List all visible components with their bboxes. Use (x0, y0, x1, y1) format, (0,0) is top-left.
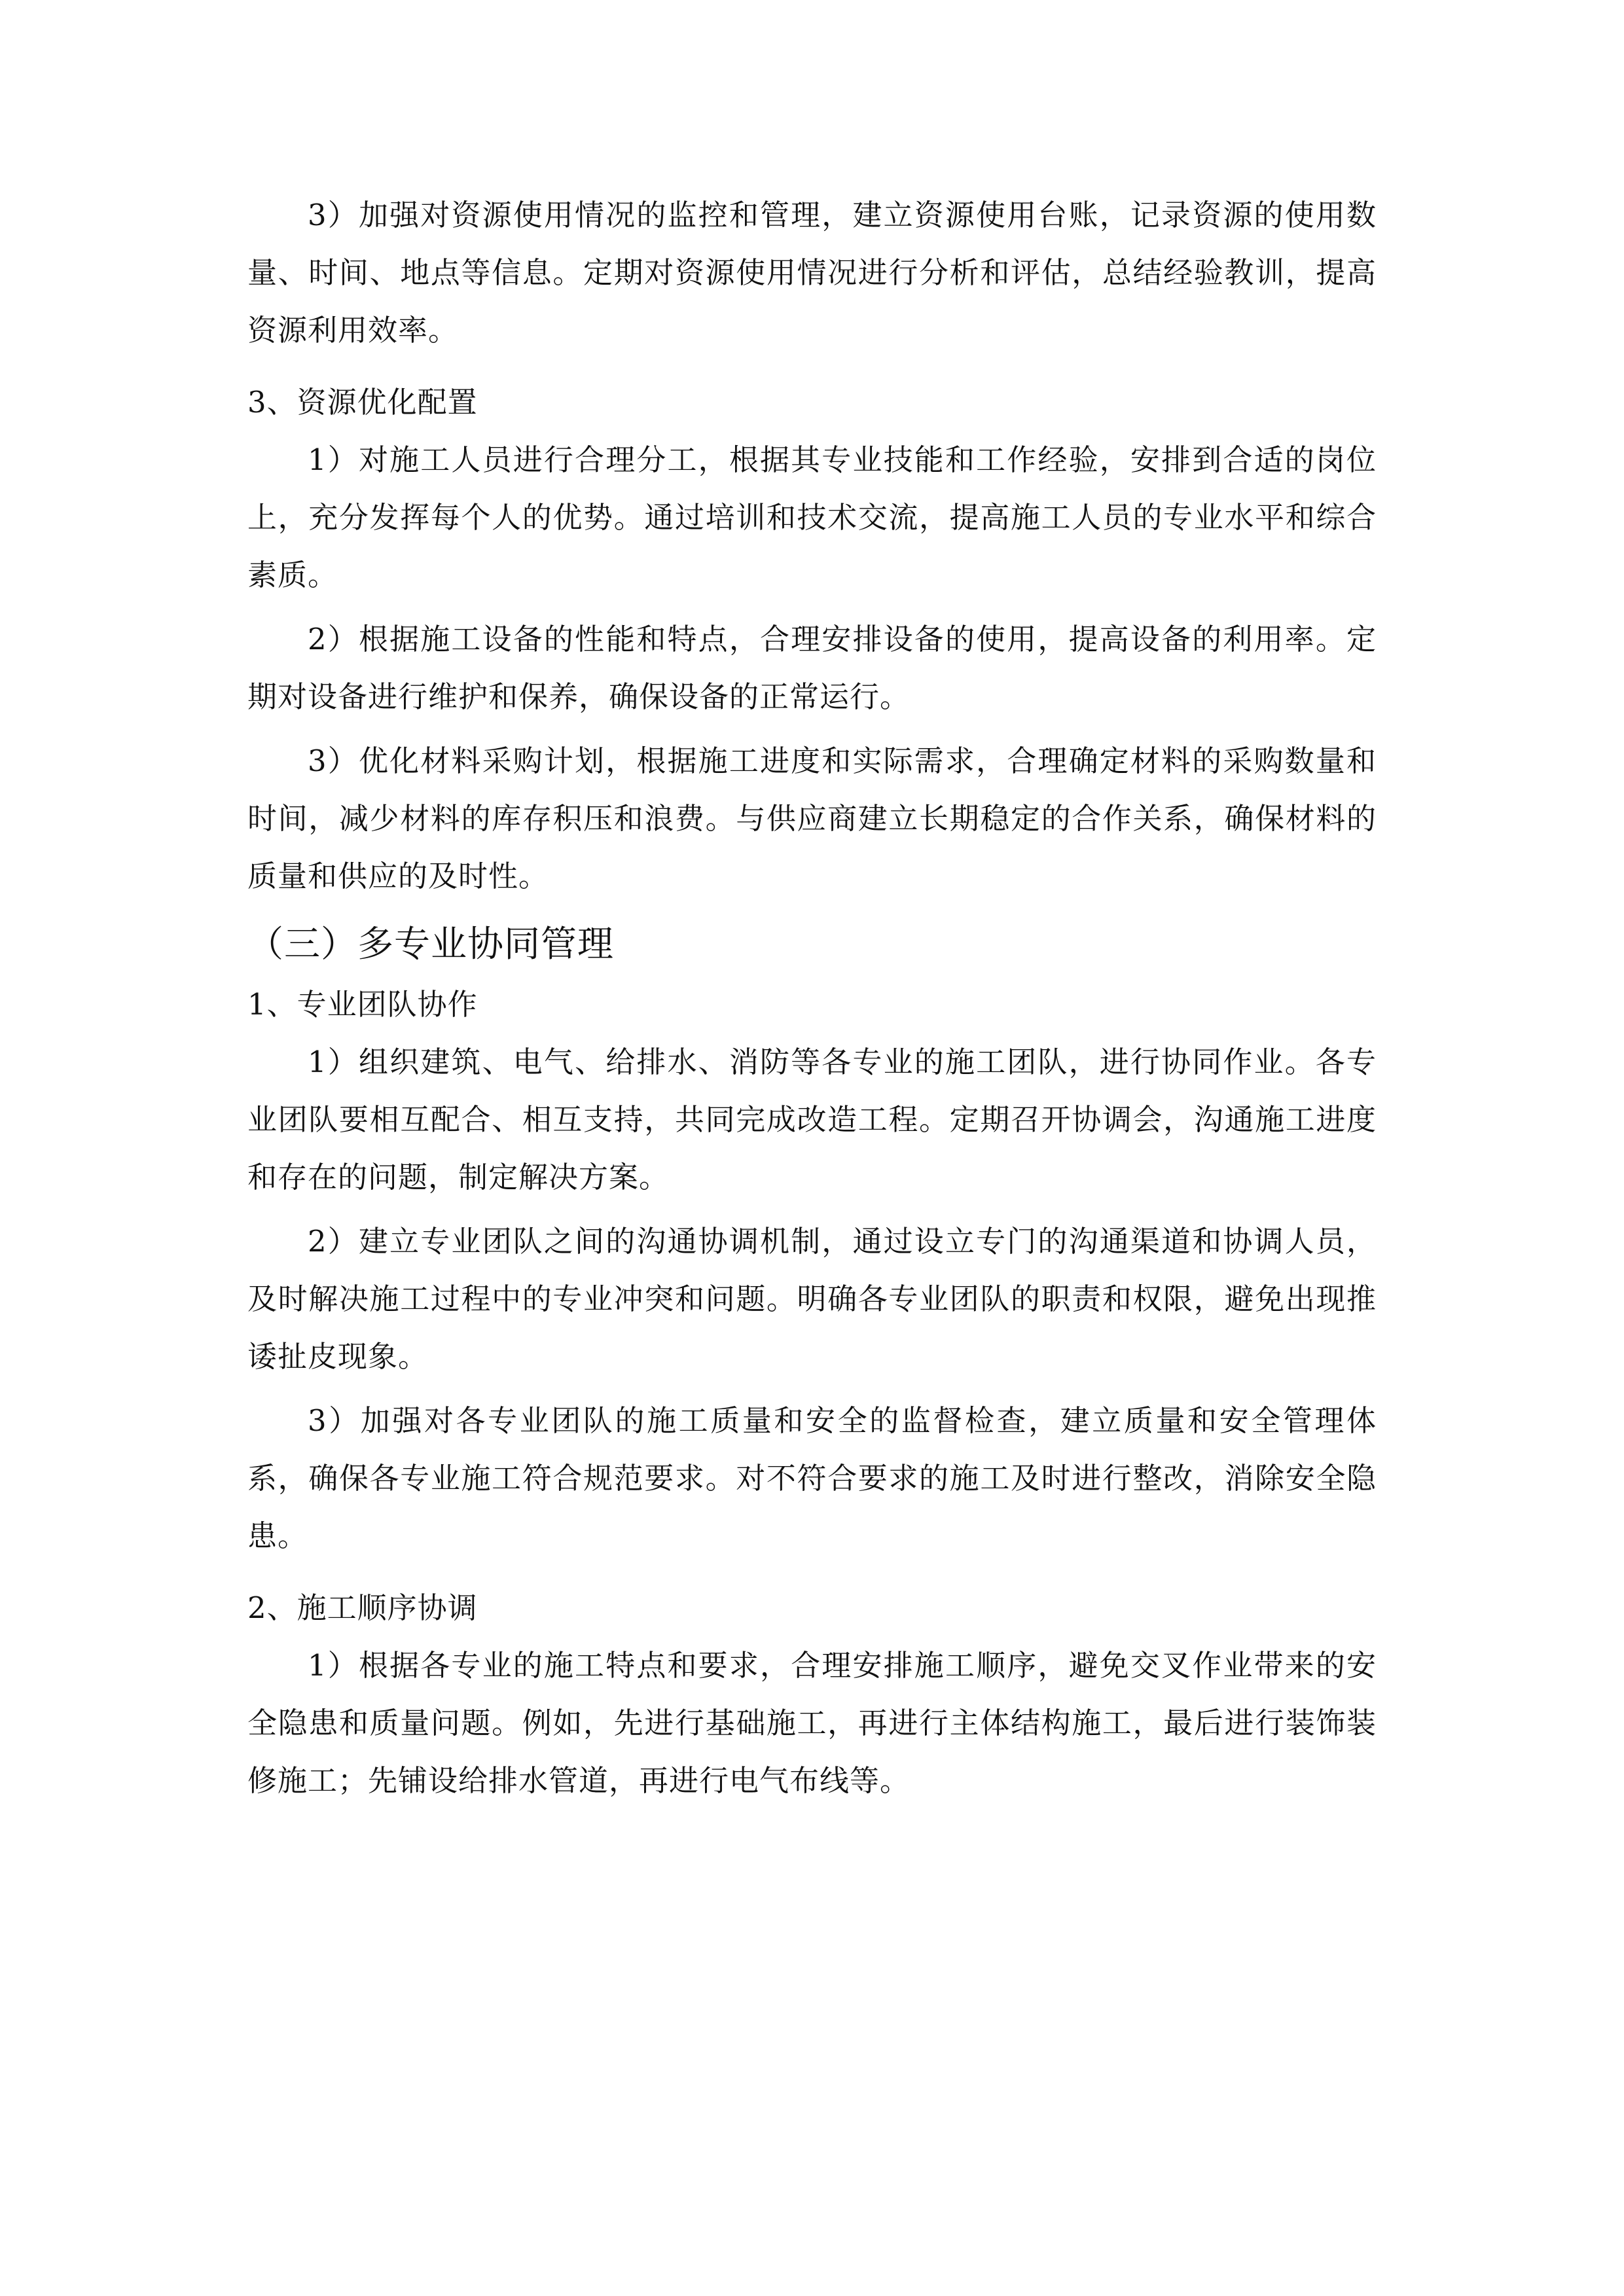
paragraph-resource-monitoring: 3）加强对资源使用情况的监控和管理，建立资源使用台账，记录资源的使用数量、时间、地点等信息。定期对资源使用情况进行分析和评估，总结经验教训，提高资源利用效率。 (247, 198, 1377, 348)
paragraph-quality-safety: 3）加强对各专业团队的施工质量和安全的监督检查，建立质量和安全管理体系，确保各专业施工符合规范要求。对不符合要求的施工及时进行整改，消除安全隐患。 (247, 1403, 1377, 1553)
paragraph-communication-mechanism: 2）建立专业团队之间的沟通协调机制，通过设立专门的沟通渠道和协调人员，及时解决施工过程中的专业冲突和问题。明确各专业团队的职责和权限，避免出现推诿扯皮现象。 (247, 1224, 1377, 1374)
heading-construction-sequence: 2、施工顺序协调 (247, 1590, 478, 1625)
spacer (247, 1565, 1377, 1579)
spacer (247, 1206, 1377, 1213)
paragraph-team-organization: 1）组织建筑、电气、给排水、消防等各专业的施工团队，进行协同作业。各专业团队要相互配合、相互支持，共同完成改造工程。定期召开协调会，沟通施工进度和存在的问题，制定解决方案。 (247, 1045, 1377, 1194)
spacer (247, 359, 1377, 374)
paragraph-personnel-allocation: 1）对施工人员进行合理分工，根据其专业技能和工作经验，安排到合适的岗位上，充分发挥每个人的优势。通过培训和技术交流，提高施工人员的专业水平和综合素质。 (247, 442, 1377, 592)
spacer (247, 1386, 1377, 1392)
paragraph-sequence-arrangement: 1）根据各专业的施工特点和要求，合理安排施工顺序，避免交叉作业带来的安全隐患和质量问题。例如，先进行基础施工，再进行主体结构施工，最后进行装饰装修施工；先铺设给排水管道，再进行电气布线等。 (247, 1648, 1377, 1798)
document-body (247, 187, 1377, 1810)
heading-resource-optimization: 3、资源优化配置 (247, 385, 478, 420)
spacer (247, 905, 1377, 912)
spacer (247, 604, 1377, 611)
heading-team-collaboration: 1、专业团队协作 (247, 987, 478, 1022)
paragraph-material-procurement: 3）优化材料采购计划，根据施工进度和实际需求，合理确定材料的采购数量和时间，减少材料的库存积压和浪费。与供应商建立长期稳定的合作关系，确保材料的质量和供应的及时性。 (247, 744, 1377, 893)
paragraph-equipment-usage: 2）根据施工设备的性能和特点，合理安排设备的使用，提高设备的利用率。定期对设备进行维护和保养，确保设备的正常运行。 (247, 622, 1377, 714)
section-title-multi-discipline: （三）多专业协同管理 (247, 923, 615, 965)
spacer (247, 726, 1377, 732)
